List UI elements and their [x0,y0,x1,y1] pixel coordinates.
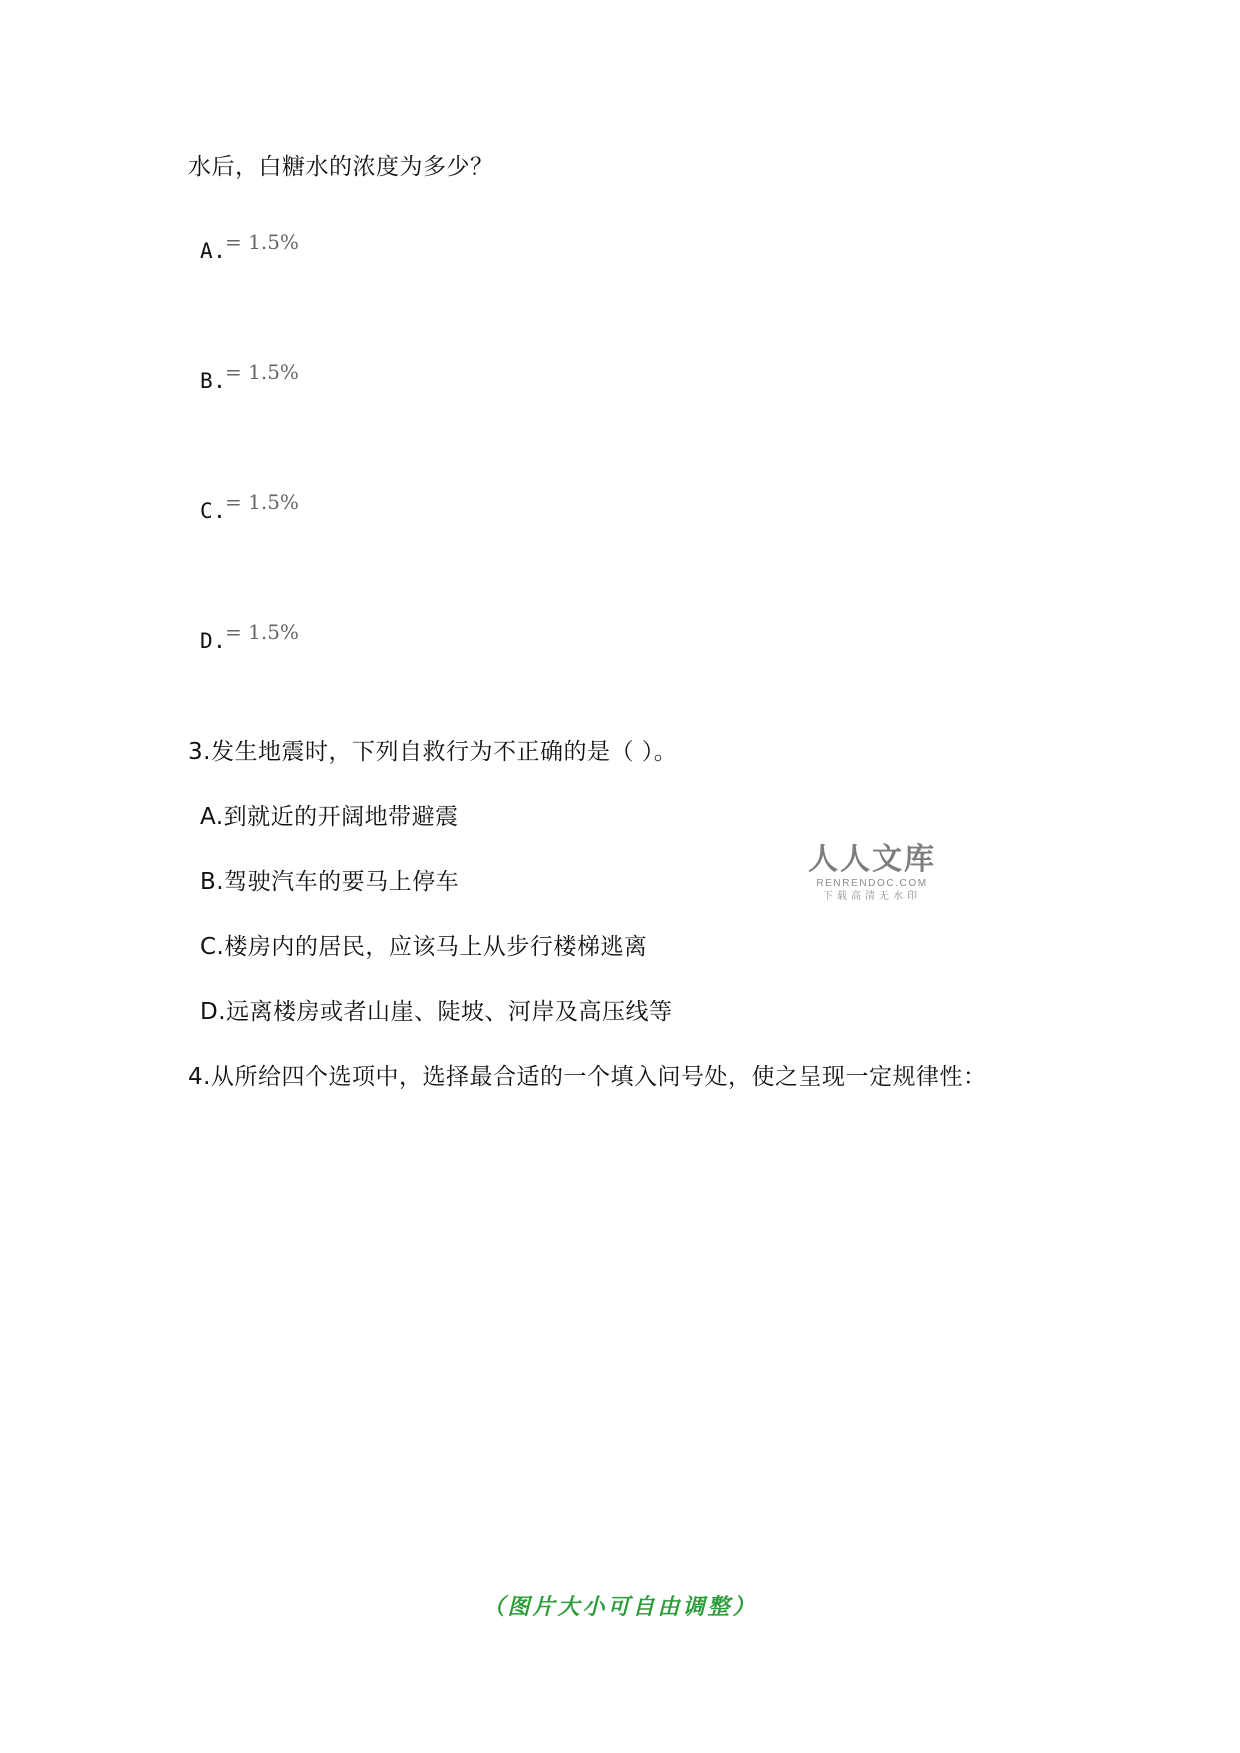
question-4-stem: 4.从所给四个选项中，选择最合适的一个填入问号处，使之呈现一定规律性： [188,1064,987,1090]
question-3-option-b: B.驾驶汽车的要马上停车 [200,869,460,895]
question-3-option-c: C.楼房内的居民，应该马上从步行楼梯逃离 [200,934,648,960]
image-caption: （图片大小可自由调整） [482,1595,758,1620]
option-label: D. [200,629,227,653]
option-label: B. [200,369,227,393]
watermark-logo [806,843,938,904]
question-2-option-a [200,236,226,266]
option-label: C. [200,499,227,523]
question-2-option-d [200,626,226,656]
option-label: A. [200,239,227,263]
option-b-formula: = 1.5% [225,360,299,384]
option-d-formula: = 1.5% [225,620,299,644]
question-3-option-d: D.远离楼房或者山崖、陡坡、河岸及高压线等 [200,999,673,1025]
option-c-formula: = 1.5% [225,490,299,514]
question-3-option-a: A.到就近的开阔地带避震 [200,804,459,830]
question-2-option-c [200,496,226,526]
watermark-title: 人人文库 [808,842,936,877]
option-a-formula: = 1.5% [225,230,299,254]
watermark-domain: RENRENDOC.COM [816,878,928,889]
question-3-stem: 3.发生地震时，下列自救行为不正确的是（ ）。 [188,739,678,765]
question-2-continuation: 水后，白糖水的浓度为多少？ [188,154,494,180]
watermark-slogan: 下载高清无水印 [823,891,921,902]
question-2-option-b [200,366,226,396]
